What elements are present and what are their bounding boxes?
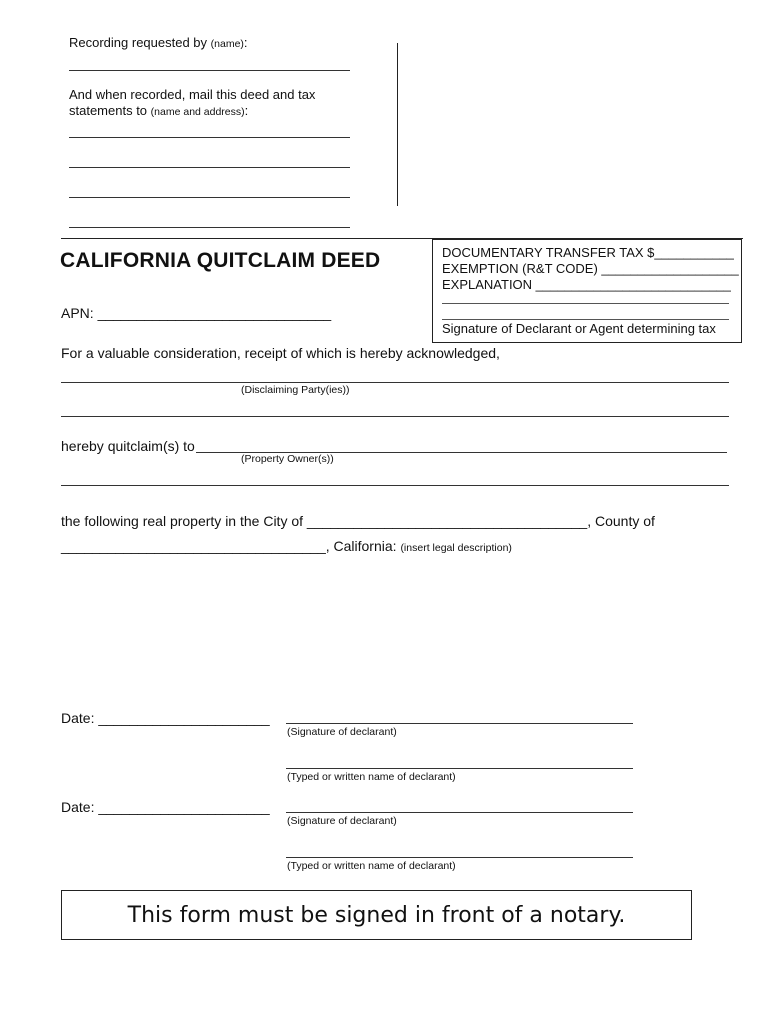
county-blank[interactable]: __________________________________	[61, 538, 326, 554]
consideration-text: For a valuable consideration, receipt of which is hereby acknowledged,	[61, 345, 500, 361]
date-field-1[interactable]: Date: ______________________	[61, 710, 270, 726]
notary-notice-text: This form must be signed in front of a notary.	[127, 902, 626, 928]
mail-to-label: And when recorded, mail this deed and tax statements to (name and address):	[69, 87, 316, 118]
page-title: CALIFORNIA QUITCLAIM DEED	[60, 249, 381, 272]
property-county-line	[61, 538, 512, 554]
disclaiming-party-line-2[interactable]	[61, 416, 729, 417]
california-text: , California:	[325, 538, 397, 554]
name-label-1: (Typed or written name of declarant)	[287, 771, 456, 783]
disclaiming-party-label: (Disclaiming Party(ies))	[241, 384, 350, 396]
name-line-2[interactable]	[286, 857, 633, 858]
exemption-line[interactable]: EXEMPTION (R&T CODE) ___________________	[442, 261, 739, 276]
explanation-line[interactable]: EXPLANATION ___________________________	[442, 277, 731, 292]
declarant-signature-line[interactable]	[442, 319, 729, 320]
quitclaim-to-label: hereby quitclaim(s) to	[61, 438, 195, 454]
signature-label-2: (Signature of declarant)	[287, 815, 397, 827]
property-owner-line-2[interactable]	[61, 485, 729, 486]
mail-address-line-4[interactable]	[69, 227, 350, 228]
name-line-1[interactable]	[286, 768, 633, 769]
transfer-tax-line[interactable]: DOCUMENTARY TRANSFER TAX $___________	[442, 245, 734, 260]
apn-field[interactable]: APN: ______________________________	[61, 305, 332, 321]
recording-divider	[397, 43, 398, 206]
recording-requested-label: Recording requested by (name):	[69, 35, 248, 50]
declarant-signature-label: Signature of Declarant or Agent determining tax	[442, 321, 716, 336]
property-owner-label: (Property Owner(s))	[241, 453, 334, 465]
mail-address-line-3[interactable]	[69, 197, 350, 198]
date-field-2[interactable]: Date: ______________________	[61, 799, 270, 815]
disclaiming-party-line[interactable]	[61, 382, 729, 383]
signature-line-1[interactable]	[286, 723, 633, 724]
property-city-county-text[interactable]: the following real property in the City of ____________________________________, County of	[61, 513, 655, 529]
mail-address-line-1[interactable]	[69, 137, 350, 138]
mail-address-line-2[interactable]	[69, 167, 350, 168]
name-label-2: (Typed or written name of declarant)	[287, 860, 456, 872]
transfer-tax-box	[432, 239, 742, 343]
signature-label-1: (Signature of declarant)	[287, 726, 397, 738]
signature-line-2[interactable]	[286, 812, 633, 813]
notary-notice-box	[61, 890, 692, 940]
requested-by-line[interactable]	[69, 70, 350, 71]
legal-description-hint: (insert legal description)	[400, 542, 512, 554]
explanation-blank-line[interactable]	[442, 303, 729, 304]
